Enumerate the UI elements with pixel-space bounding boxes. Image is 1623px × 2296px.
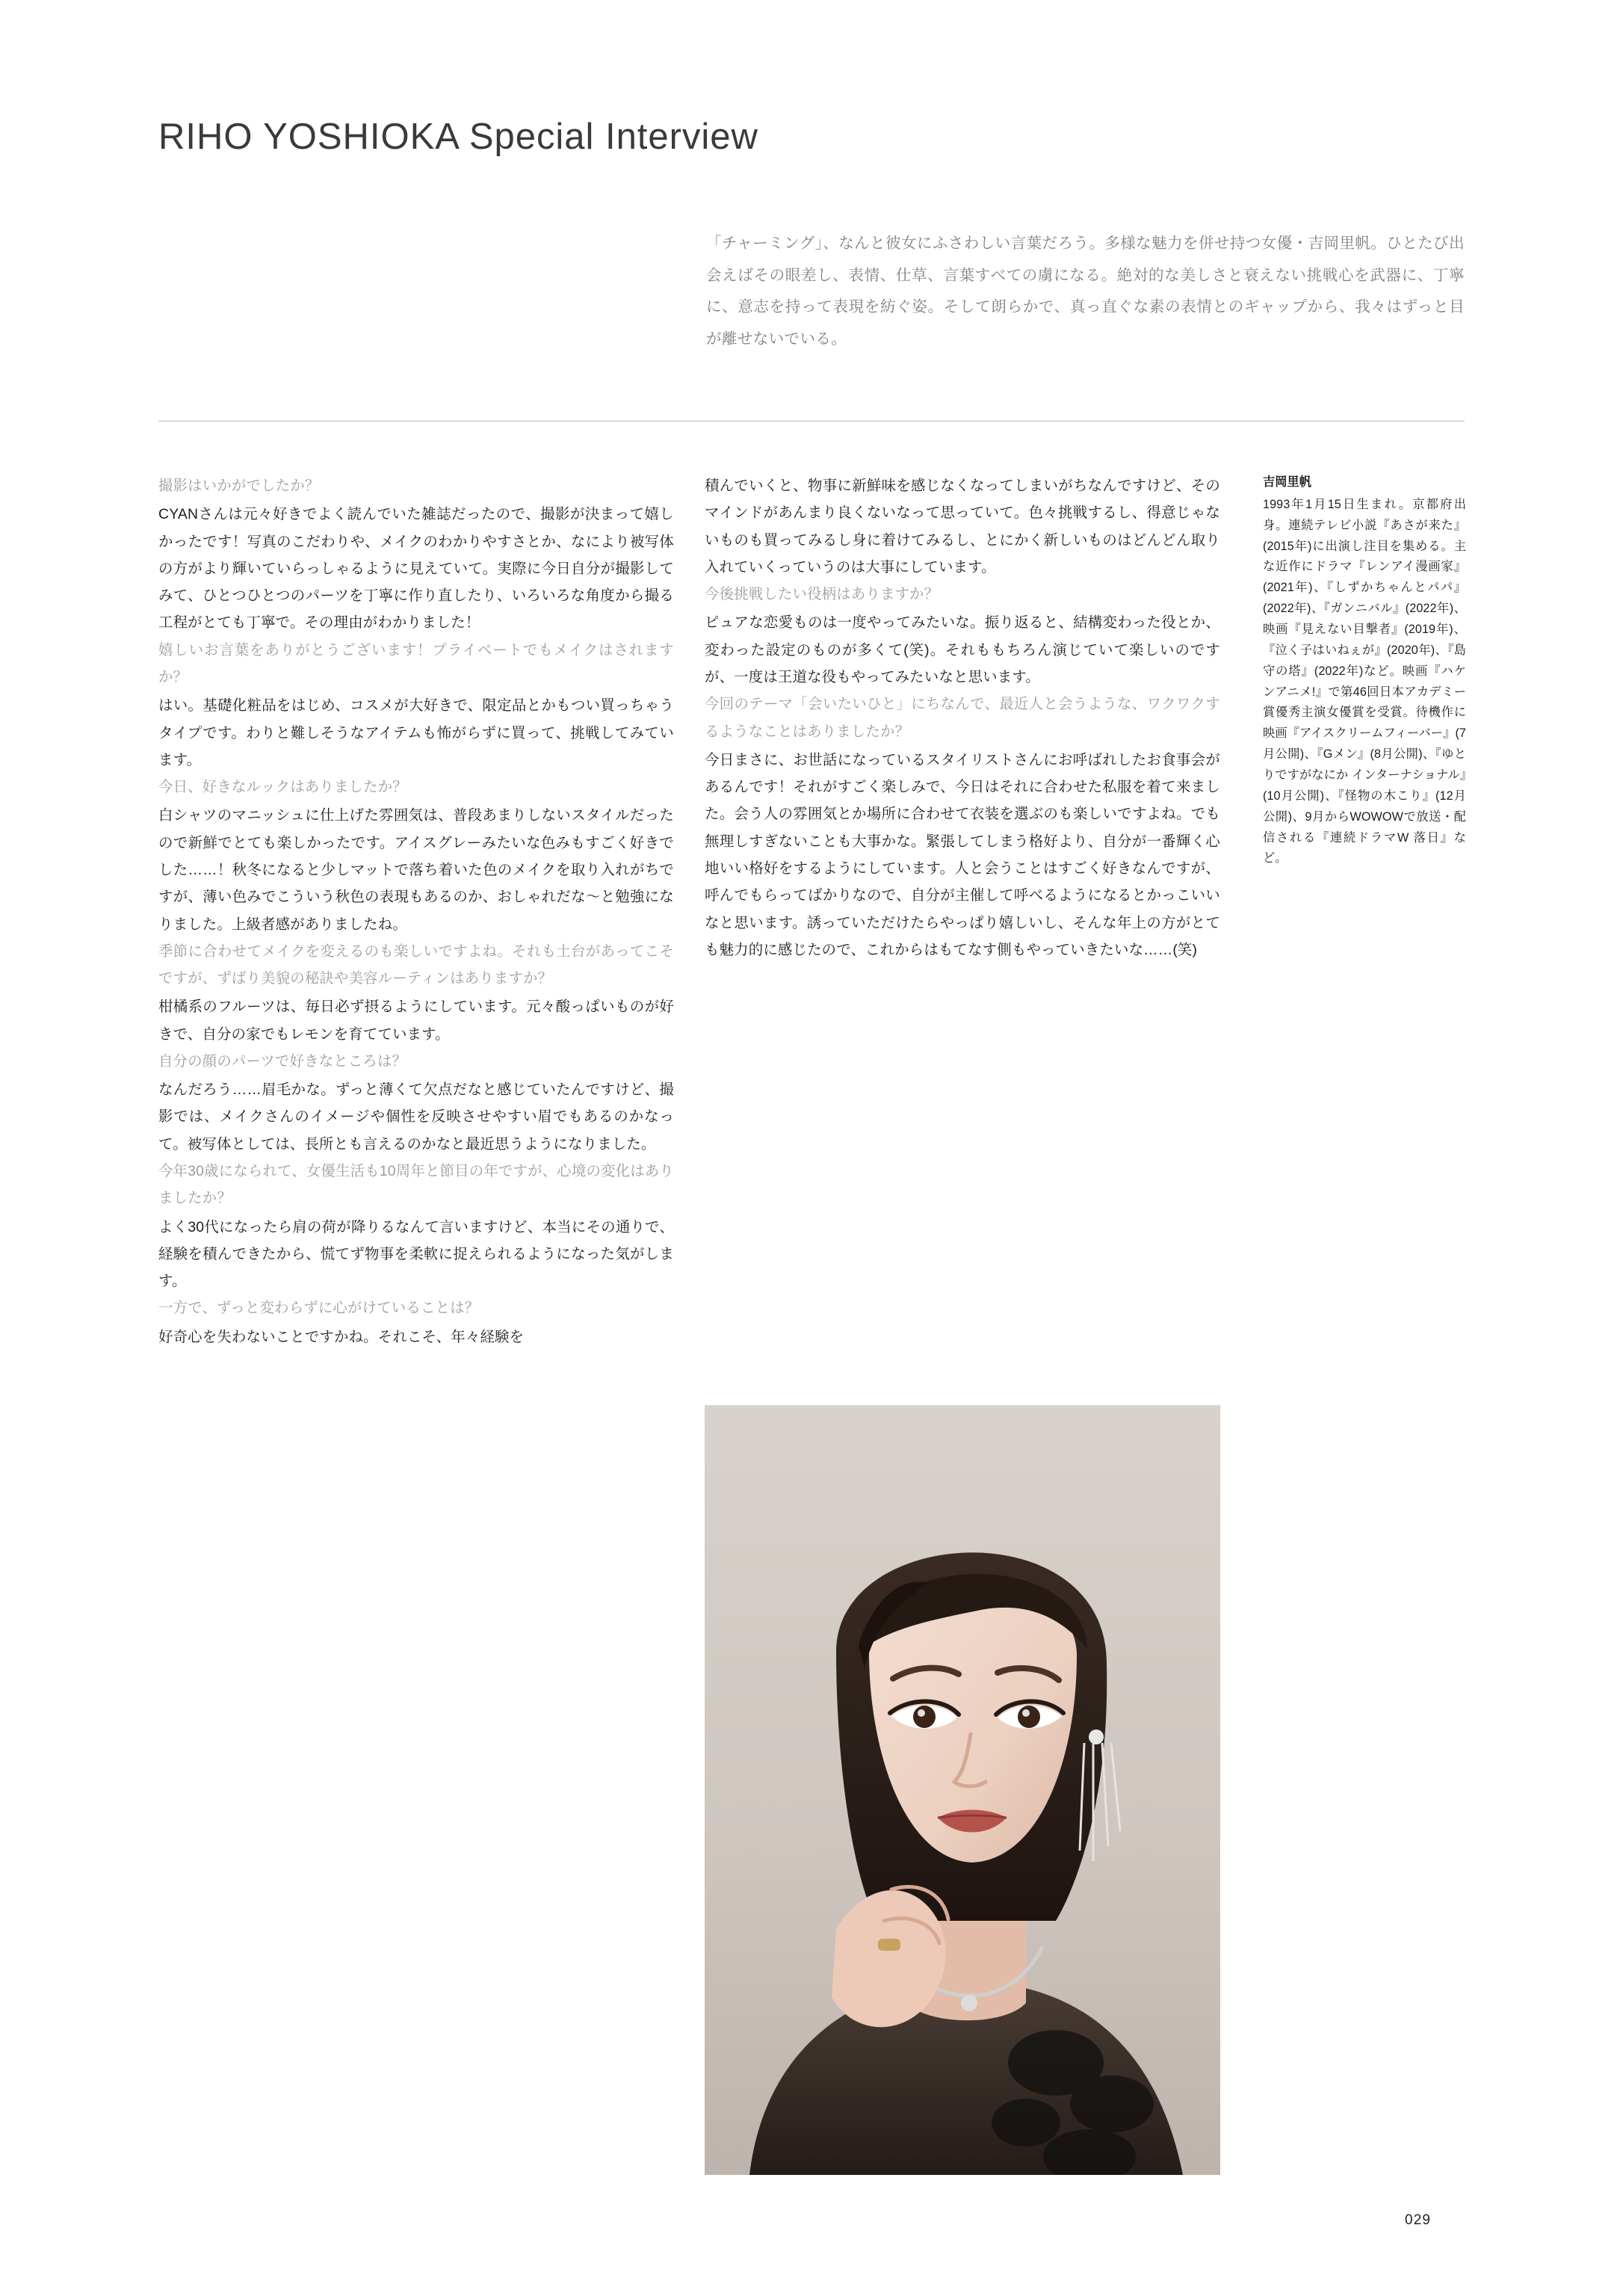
question-text: 今回のテーマ「会いたいひと」にちなんで、最近人と会うような、ワクワクするようなことはありましたか？ — [705, 696, 1220, 740]
qa-block — [158, 472, 674, 637]
qa-block — [158, 1158, 674, 1294]
article-column-1 — [158, 472, 674, 1351]
lead-paragraph: 「チャーミング」、なんと彼女にふさわしい言葉だろう。多様な魅力を併せ持つ女優・吉岡里帆。ひとたび出会えばその眼差し、表情、仕草、言葉すべての虜になる。絶対的な美しさと衰えない挑戦心を武器に、丁寧に、意志を持って表現を紡ぐ姿。そして朗らかで、真っ直ぐな素の表情とのギャップから、我々はずっと目が離せないでいる。 — [706, 235, 1465, 348]
qa-block — [158, 637, 674, 774]
question-text: 今後挑戦したい役柄はありますか？ — [705, 586, 939, 603]
question-text: 自分の顔のパーツで好きなところは？ — [158, 1052, 407, 1070]
page-title: RIHO YOSHIOKA Special Interview — [158, 117, 758, 157]
qa-block — [158, 938, 674, 1048]
article-column-2 — [705, 472, 1220, 963]
portrait-illustration — [705, 1405, 1220, 2175]
answer-text: CYANさんは元々好きでよく読んでいた雑誌だったので、撮影が決まって嬉しかったです！写真のこだわりや、メイクのわかりやすさとか、なにより被写体の方がより輝いていらっしゃるように見えていて。実際に今日自分が撮影してみて、ひとつひとつのパーツを丁寧に作り直したり、いろいろな角度から撮る工程がとても丁寧で。その理由がわかりました！ — [158, 506, 674, 632]
page-number: 029 — [1405, 2212, 1432, 2228]
answer-text: 今日まさに、お世話になっているスタイリストさんにお呼ばれしたお食事会があるんです！それがすごく楽しみで、今日はそれに合わせた私服を着て来ました。会う人の雰囲気とか場所に合わせて衣装を選ぶのも楽しいですよね。でも無理しすぎないことも大事かな。緊張してしまう格好より、自分が一番輝く心地いい格好をするようにしています。人と会うことはすごく好きなんですが、呼んでもらってばかりなので、自分が主催して呼べるようになるとかっこいいなと思います。誘っていただけたらやっぱり嬉しいし、そんな年上の方がとても魅力的に感じたので、これからはもてなす側もやっていきたいな……(笑) — [705, 751, 1220, 958]
profile-sidebar — [1263, 472, 1466, 869]
qa-block — [705, 581, 1220, 691]
question-text: 撮影はいかがでしたか？ — [158, 478, 320, 494]
profile-bio: 1993年1月15日生まれ。京都府出身。連続テレビ小説『あさが来た』(2015年)に出演し注目を集める。主な近作にドラマ『レンアイ漫画家』(2021年)、『しずかちゃんとパパ』(2022年)、『ガンニバル』(2022年)、映画『見えない目撃者』(2019年)、『泣く子はいねぇが』(2020年)、『島守の塔』(2022年)など。映画『ハケンアニメ!』で第46回日本アカデミー賞優秀主演女優賞を受賞。待機作に映画『アイスクリームフィーバー』(7月公開)、『Gメン』(8月公開)、『ゆとりですがなにか インターナショナル』(10月公開)、『怪物の木こり』(12月公開)、9月からWOWOWで放送・配信される『連続ドラマW 落日』など。 — [1263, 497, 1466, 865]
qa-block — [705, 691, 1220, 963]
answer-text: 好奇心を失わないことですかね。それこそ、年々経験を — [158, 1328, 525, 1345]
question-text: 嬉しいお言葉をありがとうございます！プライベートでもメイクはされますか？ — [158, 641, 674, 685]
header-divider — [158, 421, 1465, 422]
qa-block — [158, 774, 674, 938]
qa-block — [158, 1294, 674, 1351]
answer-text: 柑橘系のフルーツは、毎日必ず摂るようにしています。元々酸っぱいものが好きで、自分の家でもレモンを育てています。 — [158, 999, 674, 1043]
answer-text: よく30代になったら肩の荷が降りるなんて言いますけど、本当にその通りで、経験を積んできたから、慌てず物事を柔軟に捉えられるようになった気がします。 — [158, 1218, 674, 1290]
answer-text: ピュアな恋愛ものは一度やってみたいな。振り返ると、結構変わった役とか、変わった設定のものが多くて(笑)。それももちろん演じていて楽しいのですが、一度は王道な役もやってみたいなと思います。 — [705, 614, 1220, 685]
question-text: 一方で、ずっと変わらずに心がけていることは？ — [158, 1300, 480, 1317]
answer-text: なんだろう……眉毛かな。ずっと薄くて欠点だなと感じていたんですけど、撮影では、メイクさんのイメージや個性を反映させやすい眉でもあるのかなって。被写体としては、長所とも言えるのかなと最近思うようになりました。 — [158, 1081, 674, 1152]
question-text: 今日、好きなルックはありましたか？ — [158, 779, 407, 796]
qa-block — [158, 1048, 674, 1158]
answer-text: 積んでいくと、物事に新鮮味を感じなくなってしまいがちなんですけど、そのマインドがあんまり良くないなって思っていて。色々挑戦するし、得意じゃないものも買ってみるし身に着けてみるし、とにかく新しいものはどんどん取り入れていくっていうのは大事にしています。 — [705, 478, 1220, 575]
qa-block — [705, 472, 1220, 581]
answer-text: 白シャツのマニッシュに仕上げた雰囲気は、普段あまりしないスタイルだったので新鮮でとても楽しかったです。アイスグレーみたいな色みもすごく好きでした……！秋冬になると少しマットで落ち着いた色のメイクを取り入れがちですが、薄い色みでこういう秋色の表現もあるのか、おしゃれだな〜と勉強になりました。上級者感がありましたね。 — [158, 807, 674, 933]
question-text: 今年30歳になられて、女優生活も10周年と節目の年ですが、心境の変化はありましたか？ — [158, 1163, 674, 1207]
answer-text: はい。基礎化粧品をはじめ、コスメが大好きで、限定品とかもつい買っちゃうタイプです。わりと難しそうなアイテムも怖がらずに買って、挑戦してみています。 — [158, 697, 674, 768]
question-text: 季節に合わせてメイクを変えるのも楽しいですよね。それも土台があってこそですが、ずばり美貌の秘訣や美容ルーティンはありますか？ — [158, 942, 674, 987]
portrait-photo — [705, 1405, 1220, 2175]
profile-name: 吉岡里帆 — [1263, 475, 1312, 489]
